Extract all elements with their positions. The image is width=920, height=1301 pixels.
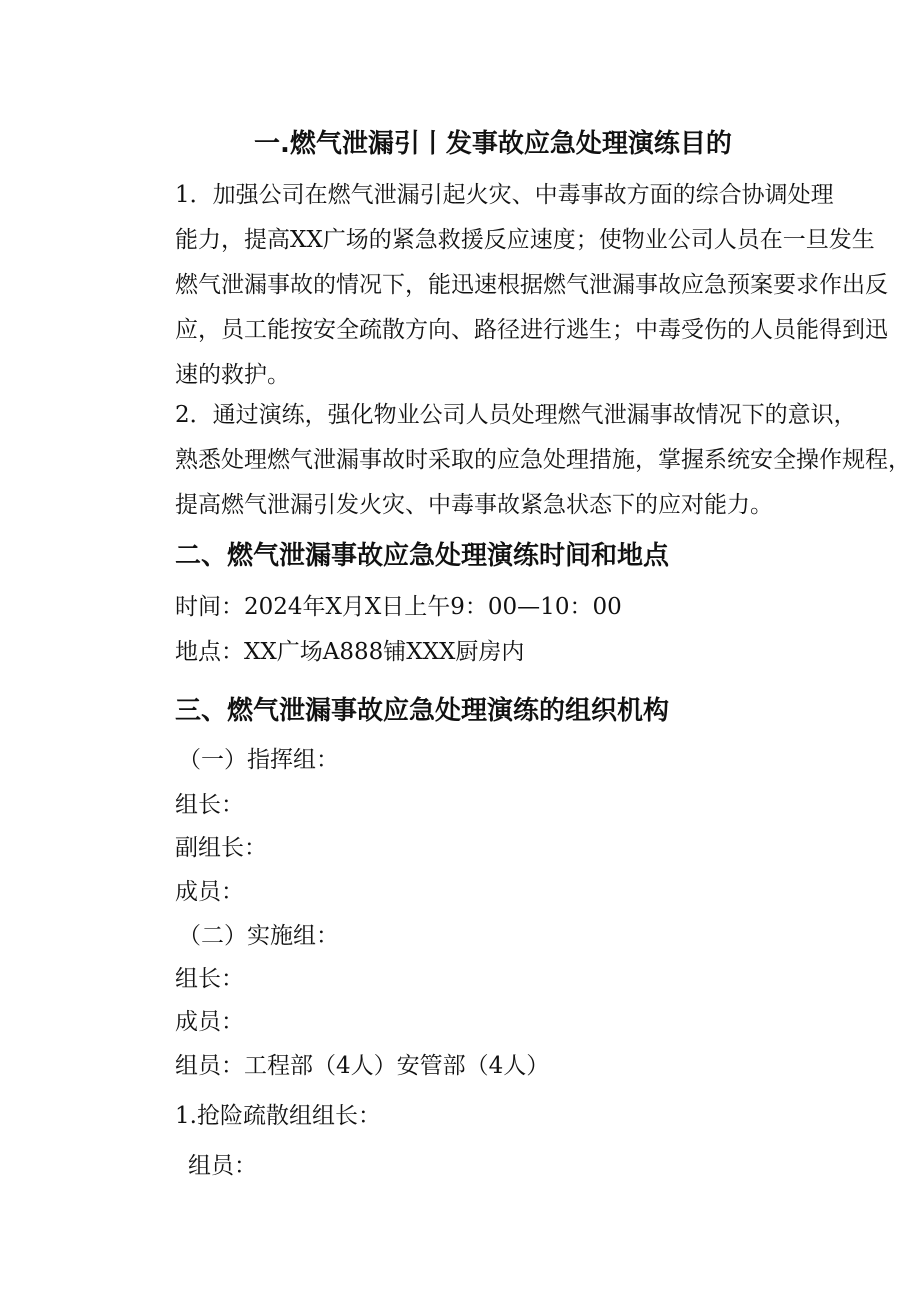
impl-team-label: 组员：工程部（4人）安管部（4人） [175, 1053, 550, 1079]
command-group-label: （一）指挥组： [178, 747, 339, 773]
section1-item1 [175, 173, 888, 398]
drill-place: 地点：XX广场A888铺XXX厨房内 [175, 639, 525, 665]
paragraph-line: 能力，提高XX广场的紧急救援反应速度；使物业公司人员在一旦发生 [175, 227, 875, 253]
document-title: 一.燃气泄漏引丨发事故应急处理演练目的 [254, 129, 732, 159]
paragraph-line: 速的救护。 [175, 362, 290, 388]
section3-heading: 三、燃气泄漏事故应急处理演练的组织机构 [175, 696, 670, 726]
paragraph-line: 2．通过演练，强化物业公司人员处理燃气泄漏事故情况下的意识， [175, 402, 857, 428]
command-members-label: 成员： [175, 879, 244, 905]
paragraph-line: 提高燃气泄漏引发火灾、中毒事故紧急状态下的应对能力。 [175, 492, 773, 518]
impl-members-label: 成员： [175, 1009, 244, 1035]
evac-leader-label: 1.抢险疏散组组长： [175, 1103, 381, 1129]
drill-time: 时间：2024年X月X日上午9：00—10：00 [175, 594, 622, 620]
section1-item2 [175, 393, 911, 528]
paragraph-line: 应，员工能按安全疏散方向、路径进行逃生；中毒受伤的人员能得到迅 [175, 317, 888, 343]
paragraph-line: 燃气泄漏事故的情况下，能迅速根据燃气泄漏事故应急预案要求作出反 [175, 272, 888, 298]
impl-group-label: （二）实施组： [178, 923, 339, 949]
paragraph-line: 熟悉处理燃气泄漏事故时采取的应急处理措施，掌握系统安全操作规程， [175, 447, 911, 473]
impl-leader-label: 组长： [175, 966, 244, 992]
command-deputy-label: 副组长： [175, 835, 267, 861]
section2-heading: 二、燃气泄漏事故应急处理演练时间和地点 [175, 541, 670, 571]
paragraph-line: 1．加强公司在燃气泄漏引起火灾、中毒事故方面的综合协调处理 [175, 182, 834, 208]
evac-members-label: 组员： [188, 1153, 257, 1179]
command-leader-label: 组长： [175, 792, 244, 818]
